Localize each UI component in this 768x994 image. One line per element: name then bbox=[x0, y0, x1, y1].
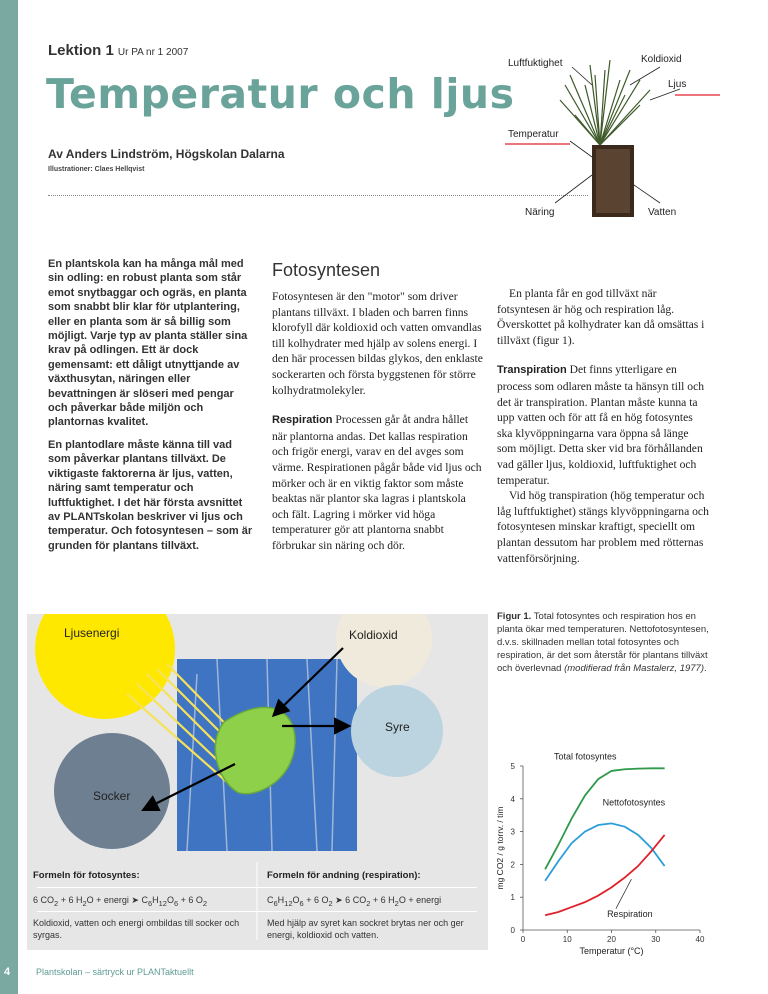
lesson-label: Lektion 1 bbox=[48, 42, 114, 59]
series-label: Nettofotosyntes bbox=[602, 797, 666, 808]
body-paragraph: Fotosyntesen är den "motor" som driver plantans tillväxt. I bladen och barren finns klorofyll där koldioxid och vatten omvandlas till kolhydrater med hjälp av solens energi. I den här processen bildas glykos, den enklaste sockerarten och första byggstenen för större kolhydratmolekyler. bbox=[272, 290, 483, 397]
plant-illustration bbox=[500, 45, 720, 225]
series-line bbox=[545, 823, 664, 880]
page-number: 4 bbox=[4, 966, 11, 978]
paragraph-lead: Transpiration bbox=[497, 364, 567, 377]
y-axis-label: mg CO2 / g torrv. / tim bbox=[495, 806, 505, 890]
oxygen-label: Syre bbox=[385, 720, 410, 734]
body-paragraph: Vid hög transpiration (hög temperatur och låg luftfuktighet) stängs klyvöppningarna och fotosyntesen minskar kraftigt, speciellt om plantan dessutom har problem med rötternas vattenförsörjning. bbox=[497, 489, 709, 565]
y-tick-label: 1 bbox=[510, 893, 515, 903]
label-ljus: Ljus bbox=[668, 79, 687, 90]
byline: Av Anders Lindström, Högskolan Dalarna bbox=[48, 147, 285, 161]
x-axis-label: Temperatur (°C) bbox=[579, 946, 644, 956]
caption-citation: (modifierad från Mastalerz, 1977) bbox=[564, 663, 704, 674]
figure-label: Figur 1. bbox=[497, 611, 532, 622]
section-heading: Fotosyntesen bbox=[272, 260, 381, 280]
respiration-formula-heading: Formeln för andning (respiration): bbox=[267, 870, 421, 881]
body-paragraph bbox=[272, 412, 484, 553]
paragraph-text: Processen går åt andra hållet när plantorna andas. Det kallas respiration och frigör energi, varav en del avges som värme. Respirationen pågår både vid ljus och mörker och är en viktig faktor som måste beaktas när plantor ska lagras i plantskola och fält. Lagring i mörker vid höga temperaturer gör att plantorna snabbt förbrukar sin näring och dör. bbox=[272, 413, 482, 552]
series-line bbox=[545, 835, 664, 915]
label-koldioxid: Koldioxid bbox=[641, 54, 682, 65]
label-naring: Näring bbox=[525, 207, 555, 218]
side-color-bar bbox=[0, 0, 18, 994]
chart-svg bbox=[495, 748, 715, 963]
x-tick-label: 20 bbox=[607, 935, 616, 944]
formula-divider bbox=[37, 887, 477, 888]
sugar-label: Socker bbox=[93, 789, 131, 803]
x-tick-label: 30 bbox=[651, 935, 661, 944]
respiration-pointer bbox=[616, 879, 631, 909]
figure-caption bbox=[497, 610, 709, 675]
body-column-3 bbox=[497, 286, 709, 580]
x-tick-label: 40 bbox=[695, 935, 705, 944]
photosynthesis-formula: 6 $CO_2 + 6$ $H_2O$ + energi ➤ $C_6H_{12}O_6 + 6$ $O_2$ bbox=[33, 895, 208, 908]
page-title: Temperatur och ljus bbox=[46, 70, 515, 118]
lesson-source: Ur PA nr 1 2007 bbox=[117, 47, 189, 58]
caption-text: Total fotosyntes och respiration hos en planta ökar med temperaturen. Nettofotosyntesen, d.v.s. skillnaden mellan total fotosyntes och respiration, är det som återstår för plantans tillväxt och överlevnad bbox=[497, 611, 709, 674]
light-energy-label: Ljusenergi bbox=[64, 626, 120, 640]
x-tick-label: 10 bbox=[562, 935, 572, 944]
intro-paragraph: En plantskola kan ha många mål med sin odling: en robust planta som står emot snytbaggar och ogräs, en planta som snabbt blir klar för utplantering, eller en planta som är så billig som möjligt. Varje typ av planta ställer sina krav på odlingen. Ett är dock gemensamt: ett dåligt utnyttjande av växthusytan, näringen eller bevattningen är slöseri med pengar och påverkar både miljön och plantornas kvalitet. bbox=[48, 258, 248, 429]
y-tick-label: 0 bbox=[510, 926, 515, 935]
photosynthesis-diagram bbox=[27, 614, 488, 950]
body-column-2 bbox=[272, 260, 484, 568]
formula-divider bbox=[37, 911, 477, 912]
illustrator-credit: Illustrationer: Claes Hellqvist bbox=[48, 166, 145, 173]
y-tick-label: 5 bbox=[510, 762, 515, 771]
label-luftfuktighet: Luftfuktighet bbox=[508, 58, 563, 69]
carbon-dioxide-label: Koldioxid bbox=[349, 628, 398, 642]
temperature-chart bbox=[495, 748, 715, 963]
intro-column bbox=[48, 257, 254, 561]
photosynthesis-formula-heading: Formeln för fotosyntes: bbox=[33, 870, 140, 881]
respiration-formula: $C_6H_{12}O_6 + 6$ $O_2$ ➤ 6 $CO_2 + 6$ $H_2O$ + energi bbox=[267, 895, 442, 908]
paragraph-lead: Respiration bbox=[272, 414, 333, 427]
y-tick-label: 3 bbox=[510, 827, 515, 837]
paragraph-text: Det finns ytterligare en process som odlaren måste ta hänsyn till och det är transpiration. Plantan måste kunna ta upp vatten och för att få en hög fotosyntes ska klyvöppningarna vara öppna så länge som möjligt. Detta sker vid bra förhållanden vad gäller ljus, koldioxid, luftfuktighet och temperatur. bbox=[497, 363, 705, 487]
respiration-description: Med hjälp av syret kan sockret brytas ner och ger energi, koldioxid och vatten. bbox=[267, 918, 464, 940]
label-temperatur: Temperatur bbox=[508, 129, 559, 140]
lesson-header bbox=[48, 42, 188, 60]
footer-text: Plantskolan – särtryck ur PLANTaktuellt bbox=[36, 967, 194, 977]
label-vatten: Vatten bbox=[648, 207, 677, 218]
series-label: Respiration bbox=[607, 908, 653, 919]
caption-end: . bbox=[704, 663, 707, 674]
photosynthesis-description: Koldioxid, vatten och energi ombildas till socker och syrgas. bbox=[33, 918, 240, 940]
body-paragraph: En planta får en god tillväxt när fotsyntesen är hög och respiration låg. Överskottet på kolhydrater kan då omsättas i tillväxt (figur 1). bbox=[497, 287, 705, 347]
body-paragraph bbox=[497, 362, 709, 488]
y-tick-label: 2 bbox=[510, 860, 515, 870]
series-label: Total fotosyntes bbox=[553, 751, 617, 762]
x-tick-label: 0 bbox=[520, 935, 526, 944]
intro-paragraph: En plantodlare måste känna till vad som påverkar plantans tillväxt. De viktigaste faktorerna är ljus, vatten, näring samt temperatur och luftfuktighet. I det här första avsnittet av PLANTskolan beskriver vi ljus och temperatur. Och fotosyntesen – som är grunden för plantans tillväxt. bbox=[48, 438, 253, 552]
y-tick-label: 4 bbox=[510, 794, 515, 804]
